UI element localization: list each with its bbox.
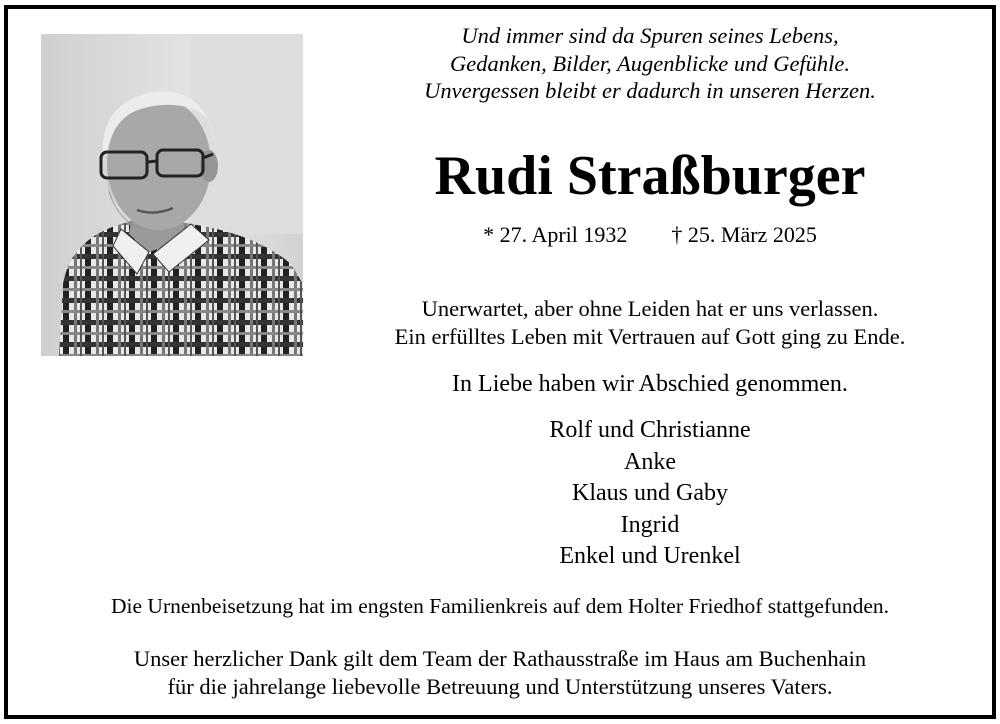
mourners-list — [320, 415, 980, 573]
mourner-name: Ingrid — [620, 511, 680, 538]
burial-note: Die Urnenbeisetzung hat im engsten Familienkreis auf dem Holter Friedhof stattgefunden. — [111, 594, 889, 618]
birth-date: * 27. April 1932 — [483, 222, 628, 247]
poem-line: Gedanken, Bilder, Augenblicke und Gefühle. — [449, 50, 851, 76]
portrait-photo — [41, 34, 303, 356]
death-date: † 25. März 2025 — [671, 222, 817, 247]
deceased-name: Rudi Straßburger — [434, 145, 866, 207]
memorial-poem — [320, 22, 980, 105]
mourner-name: Klaus und Gaby — [572, 480, 728, 507]
mourner-name: Rolf und Christianne — [549, 417, 751, 443]
thanks-line: Unser herzlicher Dank gilt dem Team der Rathausstraße im Haus am Buchenhain — [133, 646, 867, 671]
life-dates — [320, 221, 980, 249]
poem-line: Und immer sind da Spuren seines Lebens, — [461, 23, 839, 48]
obituary-text — [320, 295, 980, 350]
thanks-note — [8, 645, 992, 701]
mourner-name: Enkel und Urenkel — [559, 543, 741, 570]
poem-line: Unvergessen bleibt er dadurch in unseren Herzen. — [424, 78, 876, 103]
mourner-name: Anke — [624, 448, 676, 475]
text-line: Unerwartet, aber ohne Leiden hat er uns verlassen. — [421, 296, 879, 321]
thanks-line: für die jahrelange liebevolle Betreuung und Unterstützung unseres Vaters. — [167, 674, 833, 699]
text-line: Ein erfülltes Leben mit Vertrauen auf Gott ging zu Ende. — [394, 323, 906, 349]
farewell-line: In Liebe haben wir Abschied genommen. — [452, 371, 848, 397]
